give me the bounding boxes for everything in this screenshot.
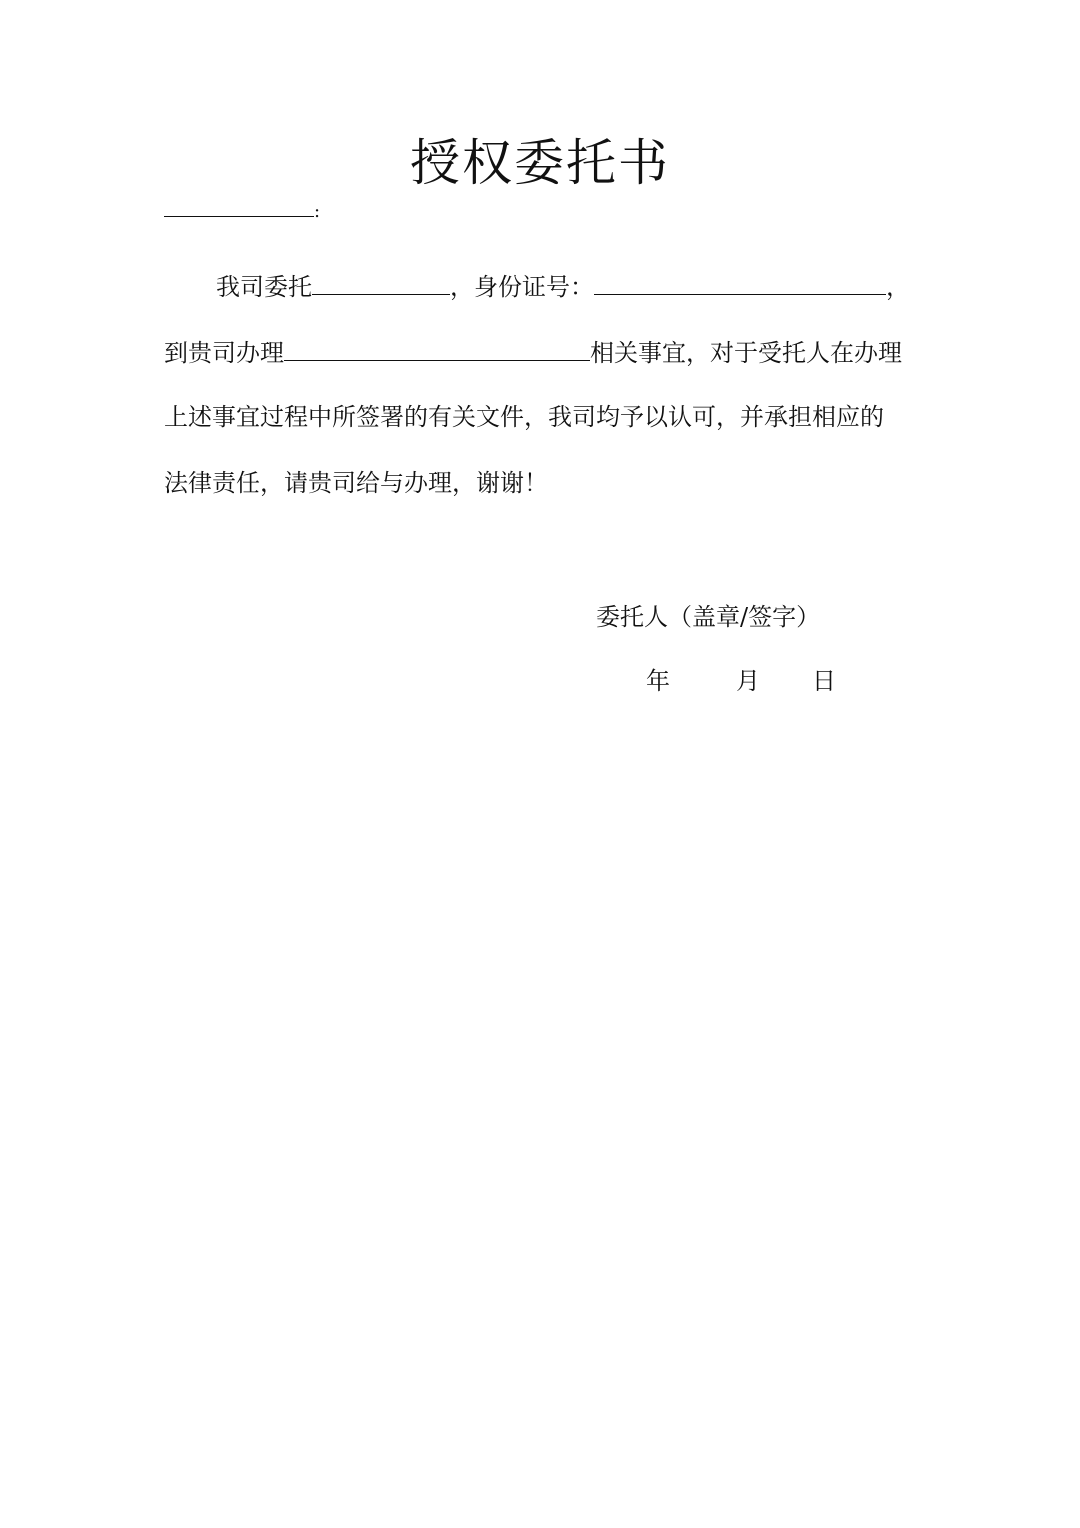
- id-number-blank: [594, 268, 886, 295]
- handle-text: 到贵司办理: [164, 339, 284, 367]
- addressee-colon: :: [314, 201, 321, 222]
- matter-suffix-text: 相关事宜，对于受托人在办理: [590, 339, 902, 367]
- paragraph-line-1: [216, 268, 910, 304]
- comma-text: ，: [886, 273, 910, 301]
- date-month: 月: [736, 667, 760, 695]
- id-number-label: ，身份证号：: [450, 273, 594, 301]
- date-year: 年: [646, 667, 670, 695]
- entrust-text: 我司委托: [216, 273, 312, 301]
- matter-blank: [284, 334, 590, 361]
- trustee-name-blank: [312, 268, 450, 295]
- paragraph-line-2: [164, 334, 902, 370]
- addressee-line: [164, 190, 320, 229]
- addressee-blank: [164, 190, 314, 217]
- document-title: 授权委托书: [410, 134, 670, 192]
- signature-label: 委托人（盖章/签字）: [596, 603, 821, 631]
- paragraph-line-3: 上述事宜过程中所签署的有关文件，我司均予以认可，并承担相应的: [164, 403, 884, 431]
- paragraph-line-4: 法律责任，请贵司给与办理，谢谢！: [164, 469, 548, 497]
- date-day: 日: [812, 667, 836, 695]
